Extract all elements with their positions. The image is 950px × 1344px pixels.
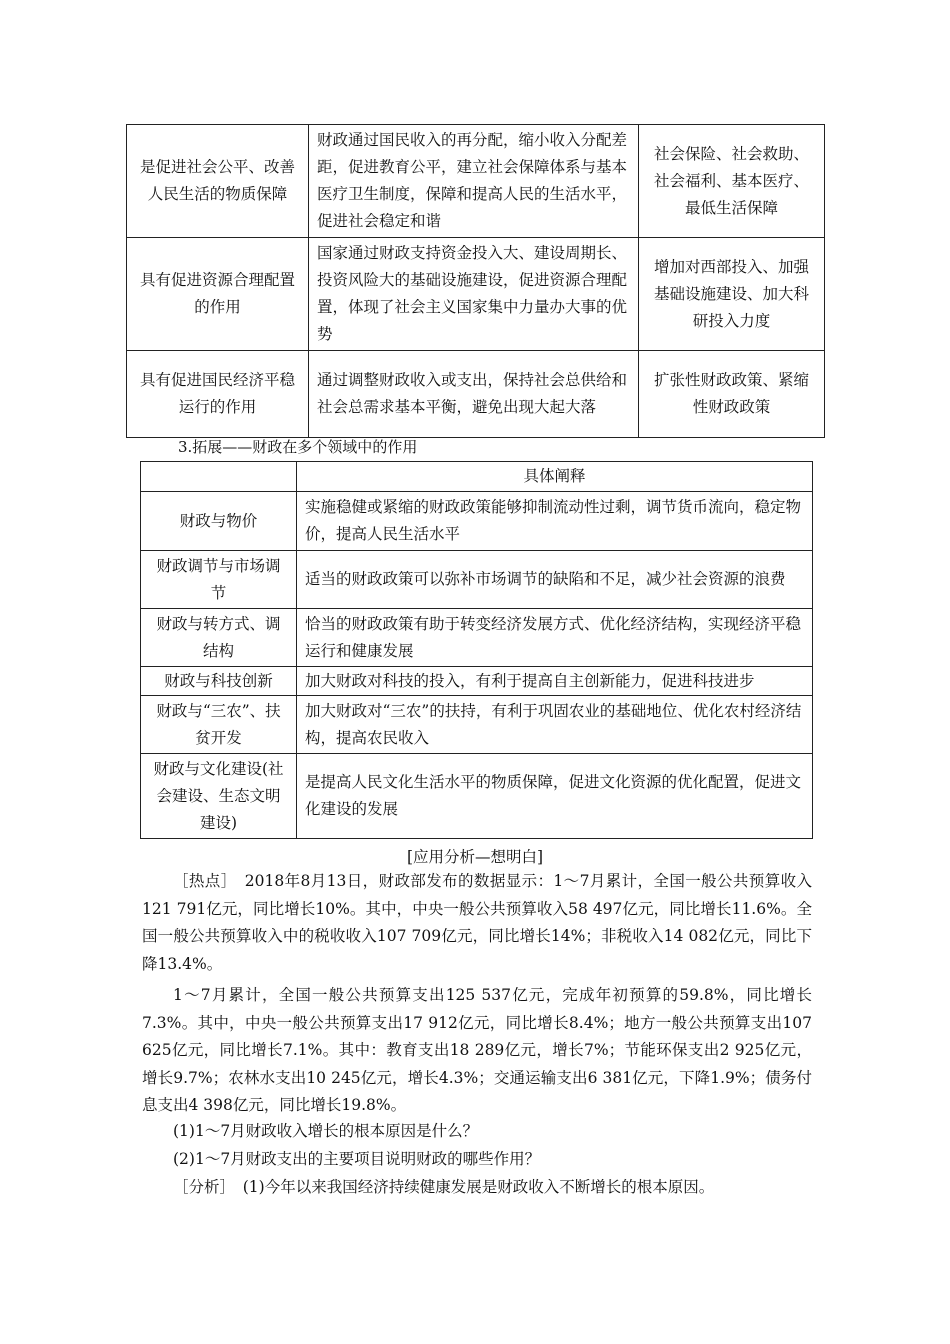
detail-cell: 加大财政对“三农”的扶持，有利于巩固农业的基础地位、优化农村经济结构，提高农民收入 [297, 696, 813, 754]
fields-table [140, 461, 813, 839]
role-cell: 具有促进资源合理配置的作用 [127, 238, 309, 351]
table-row [141, 551, 813, 609]
table-row [141, 667, 813, 696]
table-row [127, 351, 825, 438]
explanation-cell: 通过调整财政收入或支出，保持社会总供给和社会总需求基本平衡，避免出现大起大落 [309, 351, 639, 438]
explanation-cell: 财政通过国民收入的再分配，缩小收入分配差距，促进教育公平，建立社会保障体系与基本医疗卫生制度，保障和提高人民的生活水平，促进社会稳定和谐 [309, 125, 639, 238]
table-row [127, 125, 825, 238]
expenditure-paragraph: 1～7月累计，全国一般公共预算支出125 537亿元，完成年初预算的59.8%，同比增长7.3%。其中，中央一般公共预算支出17 912亿元，同比增长8.4%；地方一般公共预算支出107 625亿元，同比增长7.1%。其中：教育支出18 289亿元，增长7%；节能环保支出2 925亿元，增长9.7%；农林水支出10 245亿元，增长4.3%；交通运输支出6 381亿元，下降1.9%；债务付息支出4 398亿元，同比增长19.8%。 [142, 986, 812, 1115]
question-1: (1)1～7月财政收入增长的根本原因是什么？ [173, 1122, 479, 1140]
detail-cell: 是提高人民文化生活水平的物质保障，促进文化资源的优化配置，促进文化建设的发展 [297, 754, 813, 839]
table-row [141, 754, 813, 839]
examples-cell: 扩张性财政政策、紧缩性财政政策 [639, 351, 825, 438]
question-2: (2)1～7月财政支出的主要项目说明财政的哪些作用？ [173, 1150, 541, 1168]
area-cell: 财政与物价 [141, 492, 297, 551]
hotspot-paragraph: ［热点］ 2018年8月13日，财政部发布的数据显示：1～7月累计，全国一般公共预算收入121 791亿元，同比增长10%。其中，中央一般公共预算收入58 497亿元，同比增长11.6%。全国一般公共预算收入中的税收收入107 709亿元，同比增长14%；非税收入14 082亿元，同比下降13.4%。 [142, 872, 812, 973]
table-row [141, 696, 813, 754]
area-cell: 财政与科技创新 [141, 667, 297, 696]
detail-cell: 加大财政对科技的投入，有利于提高自主创新能力，促进科技进步 [297, 667, 813, 696]
detail-cell: 实施稳健或紧缩的财政政策能够抑制流动性过剩，调节货币流向，稳定物价，提高人民生活水平 [297, 492, 813, 551]
header-cell: 具体阐释 [297, 462, 813, 492]
role-cell: 具有促进国民经济平稳运行的作用 [127, 351, 309, 438]
detail-cell: 恰当的财政政策有助于转变经济发展方式、优化经济结构，实现经济平稳运行和健康发展 [297, 609, 813, 667]
area-cell: 财政与“三农”、扶贫开发 [141, 696, 297, 754]
table-header-row [141, 462, 813, 492]
analysis-label: [应用分析—想明白] [406, 848, 544, 866]
area-cell: 财政调节与市场调节 [141, 551, 297, 609]
explanation-cell: 国家通过财政支持资金投入大、建设周期长、投资风险大的基础设施建设，促进资源合理配置，体现了社会主义国家集中力量办大事的优势 [309, 238, 639, 351]
detail-cell: 适当的财政政策可以弥补市场调节的缺陷和不足，减少社会资源的浪费 [297, 551, 813, 609]
table-row [141, 609, 813, 667]
roles-table [126, 124, 825, 438]
analysis-answer: ［分析］ (1)今年以来我国经济持续健康发展是财政收入不断增长的根本原因。 [173, 1178, 715, 1196]
table-row [127, 238, 825, 351]
header-blank-cell [141, 462, 297, 492]
role-cell: 是促进社会公平、改善人民生活的物质保障 [127, 125, 309, 238]
area-cell: 财政与转方式、调结构 [141, 609, 297, 667]
area-cell: 财政与文化建设(社会建设、生态文明建设) [141, 754, 297, 839]
examples-cell: 社会保险、社会救助、社会福利、基本医疗、最低生活保障 [639, 125, 825, 238]
examples-cell: 增加对西部投入、加强基础设施建设、加大科研投入力度 [639, 238, 825, 351]
table-row [141, 492, 813, 551]
section-title: 3.拓展——财政在多个领域中的作用 [178, 438, 418, 456]
